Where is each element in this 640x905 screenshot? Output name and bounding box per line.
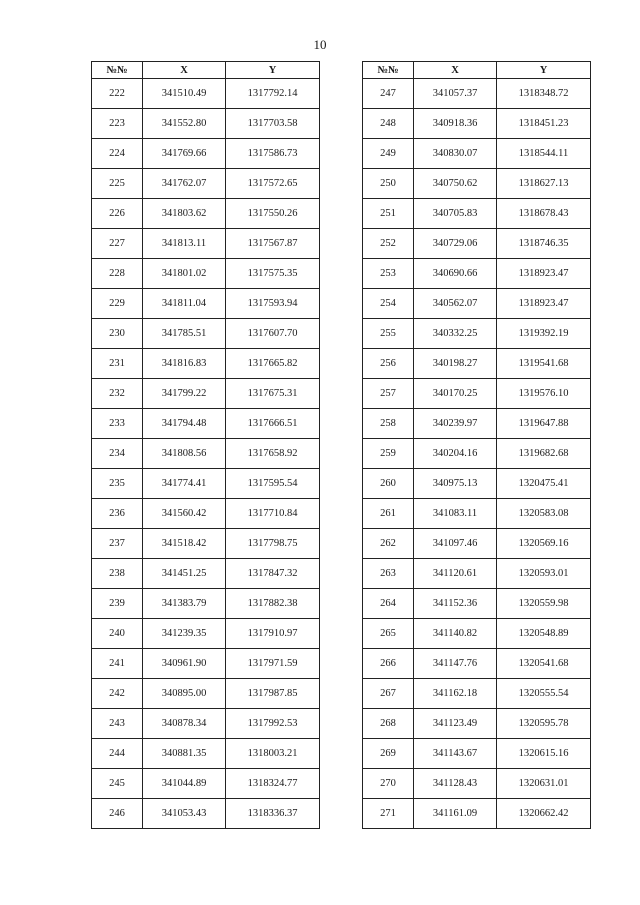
cell-point-number: 266 [363,649,414,679]
cell-x-coordinate: 341097.46 [414,529,497,559]
table-row [92,349,320,379]
cell-x-coordinate: 341808.56 [143,439,226,469]
table-row [363,439,591,469]
header-number: №№ [92,62,143,79]
cell-point-number: 225 [92,169,143,199]
cell-y-coordinate: 1317593.94 [226,289,320,319]
table-row [92,469,320,499]
cell-y-coordinate: 1317910.97 [226,619,320,649]
cell-x-coordinate: 340975.13 [414,469,497,499]
cell-y-coordinate: 1318003.21 [226,739,320,769]
cell-x-coordinate: 340895.00 [143,679,226,709]
table-body-right [363,79,591,829]
cell-x-coordinate: 341552.80 [143,109,226,139]
cell-y-coordinate: 1317575.35 [226,259,320,289]
header-y: Y [226,62,320,79]
cell-y-coordinate: 1317882.38 [226,589,320,619]
cell-y-coordinate: 1320569.16 [497,529,591,559]
cell-y-coordinate: 1320662.42 [497,799,591,829]
cell-point-number: 248 [363,109,414,139]
cell-x-coordinate: 340881.35 [143,739,226,769]
table-row [363,499,591,529]
cell-y-coordinate: 1320541.68 [497,649,591,679]
cell-point-number: 253 [363,259,414,289]
table-row [92,439,320,469]
cell-y-coordinate: 1317658.92 [226,439,320,469]
table-header-row [363,62,591,79]
cell-y-coordinate: 1317567.87 [226,229,320,259]
table-row [363,379,591,409]
cell-point-number: 230 [92,319,143,349]
cell-point-number: 249 [363,139,414,169]
cell-x-coordinate: 340878.34 [143,709,226,739]
cell-y-coordinate: 1318336.37 [226,799,320,829]
cell-point-number: 267 [363,679,414,709]
cell-x-coordinate: 341451.25 [143,559,226,589]
table-header-row [92,62,320,79]
cell-y-coordinate: 1317607.70 [226,319,320,349]
cell-x-coordinate: 340918.36 [414,109,497,139]
cell-y-coordinate: 1318544.11 [497,139,591,169]
cell-x-coordinate: 341811.04 [143,289,226,319]
table-row [92,79,320,109]
cell-point-number: 232 [92,379,143,409]
cell-y-coordinate: 1319392.19 [497,319,591,349]
cell-point-number: 242 [92,679,143,709]
cell-x-coordinate: 341785.51 [143,319,226,349]
table-row [92,229,320,259]
table-row [92,259,320,289]
cell-y-coordinate: 1319576.10 [497,379,591,409]
table-row [363,559,591,589]
cell-y-coordinate: 1319541.68 [497,349,591,379]
table-row [363,469,591,499]
cell-y-coordinate: 1320615.16 [497,739,591,769]
cell-x-coordinate: 340705.83 [414,199,497,229]
table-row [363,799,591,829]
header-x: X [143,62,226,79]
cell-x-coordinate: 340332.25 [414,319,497,349]
cell-x-coordinate: 341083.11 [414,499,497,529]
table-row [363,169,591,199]
table-row [92,319,320,349]
cell-x-coordinate: 341239.35 [143,619,226,649]
cell-x-coordinate: 341044.89 [143,769,226,799]
cell-y-coordinate: 1317550.26 [226,199,320,229]
cell-point-number: 256 [363,349,414,379]
cell-point-number: 238 [92,559,143,589]
cell-point-number: 258 [363,409,414,439]
cell-x-coordinate: 341518.42 [143,529,226,559]
cell-y-coordinate: 1320548.89 [497,619,591,649]
cell-x-coordinate: 340830.07 [414,139,497,169]
table-row [363,199,591,229]
cell-x-coordinate: 341560.42 [143,499,226,529]
cell-y-coordinate: 1319647.88 [497,409,591,439]
cell-point-number: 257 [363,379,414,409]
table-row [363,319,591,349]
table-row [363,589,591,619]
cell-y-coordinate: 1318678.43 [497,199,591,229]
cell-y-coordinate: 1317971.59 [226,649,320,679]
cell-x-coordinate: 341799.22 [143,379,226,409]
cell-x-coordinate: 341161.09 [414,799,497,829]
cell-point-number: 234 [92,439,143,469]
table-row [92,799,320,829]
cell-y-coordinate: 1320559.98 [497,589,591,619]
cell-x-coordinate: 340170.25 [414,379,497,409]
cell-point-number: 254 [363,289,414,319]
cell-y-coordinate: 1317792.14 [226,79,320,109]
table-row [92,109,320,139]
cell-x-coordinate: 341057.37 [414,79,497,109]
cell-point-number: 239 [92,589,143,619]
cell-y-coordinate: 1317586.73 [226,139,320,169]
cell-x-coordinate: 341147.76 [414,649,497,679]
cell-x-coordinate: 340239.97 [414,409,497,439]
coordinates-table-left [91,61,320,829]
cell-point-number: 262 [363,529,414,559]
cell-y-coordinate: 1317666.51 [226,409,320,439]
cell-x-coordinate: 341769.66 [143,139,226,169]
cell-x-coordinate: 341383.79 [143,589,226,619]
table-row [363,409,591,439]
cell-point-number: 271 [363,799,414,829]
cell-x-coordinate: 340690.66 [414,259,497,289]
table-row [363,649,591,679]
cell-x-coordinate: 341140.82 [414,619,497,649]
table-row [363,679,591,709]
cell-x-coordinate: 341816.83 [143,349,226,379]
cell-point-number: 247 [363,79,414,109]
table-row [92,769,320,799]
cell-point-number: 270 [363,769,414,799]
cell-y-coordinate: 1318923.47 [497,259,591,289]
cell-point-number: 260 [363,469,414,499]
cell-point-number: 233 [92,409,143,439]
cell-point-number: 228 [92,259,143,289]
cell-x-coordinate: 340750.62 [414,169,497,199]
cell-y-coordinate: 1318324.77 [226,769,320,799]
cell-point-number: 251 [363,199,414,229]
header-number: №№ [363,62,414,79]
table-row [363,739,591,769]
cell-point-number: 263 [363,559,414,589]
cell-point-number: 259 [363,439,414,469]
table-row [92,739,320,769]
table-row [92,559,320,589]
cell-y-coordinate: 1320583.08 [497,499,591,529]
table-row [92,589,320,619]
table-row [363,709,591,739]
cell-x-coordinate: 340198.27 [414,349,497,379]
cell-point-number: 227 [92,229,143,259]
cell-y-coordinate: 1317847.32 [226,559,320,589]
cell-y-coordinate: 1320475.41 [497,469,591,499]
cell-x-coordinate: 341803.62 [143,199,226,229]
cell-y-coordinate: 1317675.31 [226,379,320,409]
table-row [363,259,591,289]
cell-point-number: 235 [92,469,143,499]
cell-point-number: 264 [363,589,414,619]
cell-y-coordinate: 1317798.75 [226,529,320,559]
cell-y-coordinate: 1317572.65 [226,169,320,199]
cell-y-coordinate: 1318746.35 [497,229,591,259]
cell-y-coordinate: 1317992.53 [226,709,320,739]
header-x: X [414,62,497,79]
cell-point-number: 244 [92,739,143,769]
cell-y-coordinate: 1319682.68 [497,439,591,469]
cell-point-number: 241 [92,649,143,679]
cell-point-number: 222 [92,79,143,109]
cell-point-number: 224 [92,139,143,169]
cell-y-coordinate: 1318627.13 [497,169,591,199]
cell-point-number: 223 [92,109,143,139]
cell-y-coordinate: 1317710.84 [226,499,320,529]
cell-point-number: 265 [363,619,414,649]
cell-x-coordinate: 340562.07 [414,289,497,319]
table-row [92,649,320,679]
cell-point-number: 255 [363,319,414,349]
table-row [92,379,320,409]
table-row [363,229,591,259]
cell-point-number: 268 [363,709,414,739]
table-row [363,619,591,649]
cell-y-coordinate: 1320631.01 [497,769,591,799]
cell-x-coordinate: 341774.41 [143,469,226,499]
cell-x-coordinate: 340729.06 [414,229,497,259]
table-row [363,289,591,319]
table-row [363,109,591,139]
cell-y-coordinate: 1320595.78 [497,709,591,739]
table-row [363,529,591,559]
table-row [92,529,320,559]
cell-point-number: 226 [92,199,143,229]
cell-y-coordinate: 1320555.54 [497,679,591,709]
cell-point-number: 243 [92,709,143,739]
cell-y-coordinate: 1317665.82 [226,349,320,379]
cell-point-number: 240 [92,619,143,649]
cell-x-coordinate: 341510.49 [143,79,226,109]
cell-y-coordinate: 1318348.72 [497,79,591,109]
table-row [92,679,320,709]
cell-point-number: 252 [363,229,414,259]
cell-x-coordinate: 341120.61 [414,559,497,589]
cell-x-coordinate: 341762.07 [143,169,226,199]
table-row [363,139,591,169]
cell-x-coordinate: 341801.02 [143,259,226,289]
table-row [92,139,320,169]
cell-point-number: 237 [92,529,143,559]
cell-point-number: 231 [92,349,143,379]
cell-y-coordinate: 1317595.54 [226,469,320,499]
page-number: 10 [313,37,327,52]
cell-x-coordinate: 341152.36 [414,589,497,619]
cell-point-number: 236 [92,499,143,529]
cell-y-coordinate: 1318451.23 [497,109,591,139]
cell-point-number: 250 [363,169,414,199]
cell-x-coordinate: 341123.49 [414,709,497,739]
table-body-left [92,79,320,829]
cell-x-coordinate: 340204.16 [414,439,497,469]
table-row [92,199,320,229]
table-row [363,349,591,379]
cell-y-coordinate: 1320593.01 [497,559,591,589]
coordinates-table-right [362,61,591,829]
cell-x-coordinate: 341128.43 [414,769,497,799]
header-y: Y [497,62,591,79]
table-row [92,709,320,739]
cell-point-number: 261 [363,499,414,529]
cell-point-number: 269 [363,739,414,769]
table-row [92,169,320,199]
table-row [363,79,591,109]
cell-x-coordinate: 341813.11 [143,229,226,259]
cell-y-coordinate: 1317703.58 [226,109,320,139]
cell-x-coordinate: 341162.18 [414,679,497,709]
cell-y-coordinate: 1317987.85 [226,679,320,709]
table-row [92,619,320,649]
cell-point-number: 246 [92,799,143,829]
cell-point-number: 229 [92,289,143,319]
table-row [92,409,320,439]
cell-x-coordinate: 341053.43 [143,799,226,829]
cell-y-coordinate: 1318923.47 [497,289,591,319]
cell-x-coordinate: 341143.67 [414,739,497,769]
table-row [363,769,591,799]
cell-point-number: 245 [92,769,143,799]
table-row [92,499,320,529]
cell-x-coordinate: 340961.90 [143,649,226,679]
table-row [92,289,320,319]
cell-x-coordinate: 341794.48 [143,409,226,439]
